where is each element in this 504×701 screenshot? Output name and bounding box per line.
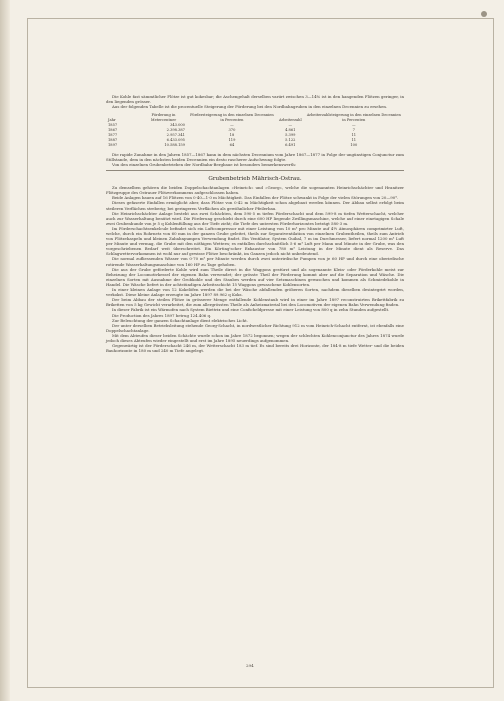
table-cell-workers: —	[288, 122, 293, 127]
table-header-row	[106, 113, 404, 123]
table-cell-production-increase: 370	[228, 127, 236, 132]
table-cell-production: 10.588.159	[164, 142, 185, 147]
book-spine-shadow	[0, 0, 10, 701]
table-cell-production: 2.398.387	[166, 127, 185, 132]
body-paragraph: In dieser Fabrik ist ein Wärmofen nach System Biettrix und eine Conficheldpresse mit einer Leistung von 800 q in zehn Stunden aufgestellt.	[112, 307, 390, 313]
table-cell-production: 6.433.095	[166, 137, 185, 142]
body-paragraph: Der beim Abbau der steilen Flötze in grösserer Menge entfallende Kohlenstaub wird in einer im Jahre 1897 reconstruirten Brikettfabrik zu Briketten von 5 kg Gewicht verarbeitet, die zum allergrössten Theile als Anheizmaterial bei den Locomotiven der eigenen Bahn Verwendung finden.	[106, 297, 404, 308]
corner-mark	[481, 11, 487, 17]
column-header-workers-increase: Arbeiterzahlsteigerung in den einzelnen Decennien in Percenten	[306, 113, 401, 122]
table-cell-workers: 5.122	[285, 137, 296, 142]
column-header-production-increase: Fördersteigerung in den einzelnen Decennien in Percenten	[190, 113, 274, 122]
table-cell-year: 1887	[108, 137, 118, 142]
table-cell-year: 1857	[108, 122, 118, 127]
table-cell-workers: 5.399	[285, 132, 296, 137]
table-cell-year: 1897	[108, 142, 118, 147]
table-cell-production-increase: —	[230, 122, 234, 127]
page-content	[106, 94, 404, 353]
column-header-year: Jahr	[108, 117, 116, 122]
table-cell-workers: 4.861	[285, 127, 296, 132]
table-cell-workers-increase: 11	[351, 137, 357, 142]
after-table-paragraph-1: Die rapide Zunahme in den Jahren 1857—1867 kann in dem nächsten Decennium vom Jahre 1867—1877 in Folge der ungünstigen Conjunctur zum Stillstande, dem in den nächsten beiden Decennien ein desto rascherer Aufschwung folgte.	[106, 151, 404, 162]
table-cell-workers: 6.491	[285, 142, 296, 147]
body-paragraph: Die Production des Jahres 1897 betrug 124.406 q.	[112, 312, 212, 318]
body-paragraph: Zu demselben gehören die beiden Doppelschachtanlagen »Heinrich« und »Georg«, welche die sogenannten Heinrichschächter und Hranitzer Flötzgruppe des Ostrauer Flötzverkommens aufgeschlossen haben.	[106, 185, 404, 196]
body-paragraph: Im Förderschachtsenkelcule befindet sich ein Luftcompressor mit einer Leistung von 10 m³ pro Minute auf 4½ Atmosphären comprimirter Luft, welche, durch ein Rohrnetz von 60 mm in der ganzen Grube geleitet, theils zur Separatventilation von einzelnen Grubentheilen, theils zum Antrieb von Flötzehaspeln und kleinen Zubahnpumpen Verwendung findet. Ein Ventilator, System Guibal, 7 m im Durchmesser, liefert normal 1200 m³ Luft per Minute und vermag, die Grube mit den nöthigen Wettern; es entfallen durchschnittlich 5·6 m³ Luft per Mann und Minute in der Grube, was den vorgeschriebenen Bedarf weit überschreitet. Ein Körting'scher Exhaustor von 780 m³ Leistung in der Minute dient als Reserve. Das Schlagwettervorkommen ist wohl nur auf gewisse Flötze beschränkt, im Ganzen jedoch nicht unbedeutend.	[106, 225, 404, 257]
page-number: 294	[246, 663, 254, 668]
intro-paragraph-1: Die Kohle fast sämmtlicher Flötze ist gut kokesbar; die Aschengehalt derselben variirt zwischen 3—14% ist in den hangenden Flötzen geringer, in den liegenden grösser.	[106, 94, 404, 105]
intro-paragraph-2: Aus der folgenden Tabelle ist die procentuelle Steigerung der Förderung bei den Nordbahngruben in den einzelnen Decennien zu ersehen.	[112, 104, 388, 110]
section-heading: Grubenbetrieb Mährisch-Ostrau.	[208, 176, 302, 183]
table-cell-workers-increase: 7	[352, 127, 355, 132]
body-paragraph: Die aus der Grube geförderte Kohle wird zum Theile direct in die Waggons gestürzt und als sogenannte Klein- oder Förderkohle meist zur Beheizung der Locomotivkessel der eigenen Bahn verwendet; der grösste Theil der Förderung kommt aber auf die Separation und Wäsche. Die einzelnen Sorten mit Ausnahme der Grobkohle und des Staubes werden auf vier Setzmaschinen gewaschen und kommen als Schmiedekohle in Handel. Die Wäsche liefert in der achtstündigen Arbeitsschicht 15 Waggons gewaschene Kohlensorten.	[106, 266, 404, 287]
table-cell-production: 343.000	[170, 122, 185, 127]
body-paragraph: Mit dem Abteufen dieser beiden Schächte wurde schon im Jahre 1872 begonnen; wegen der schlechten Kohlenconjunctur des Jahres 1874 wurde jedoch dieses Abteufen wieder eingestellt und erst im Jahre 1895 neuerdings aufgenommen.	[106, 332, 404, 343]
body-paragraph: Beide Anlagen bauen auf 16 Flötzen von 0·40—1·0 m Mächtigkeit. Das Einfallen der Flötze schwankt in Folge der vielen Störungen von 20—90°.	[112, 195, 399, 201]
table-cell-production: 2.957.341	[166, 132, 185, 137]
table-cell-production-increase: 64	[229, 142, 235, 147]
table-cell-workers-increase: —	[352, 122, 356, 127]
body-paragraph: Der unter derselben Betriebsleitung stehende Georg-Schacht, in nordwestlicher Richtung 912 m vom Heinrich-Schacht entfernt, ist ebenfalls eine Doppelschachtanlage.	[106, 322, 404, 333]
body-paragraph: In einer kleinen Anlage von 12 Kokelöfen werden die bei der Wäsche abfallenden gröberen Sorten, nachdem dieselben desintegrirt worden, verkokst. Diese kleine Anlage erzeugte im Jahre 1897 89.962 q Koks.	[106, 287, 404, 298]
after-table-paragraph-2: Von den einzelnen Grubenbetrieben der Nordbahn-Bergbaue ist besonders bemerkenswerth:	[112, 162, 297, 168]
production-table	[106, 113, 404, 148]
body-paragraph: Gegenwärtig ist der Förderschacht 246 m, der Wetterschacht 183 m tief. Es sind bereits drei Horizonte, der 184·8 m tiefe Wetter- und die beiden Bauhorizonte in 180 m und 240 m Tiefe angelegt.	[106, 343, 404, 354]
body-paragraph: Die Heinrichschächter Anlage besteht aus zwei Schächten, dem 590·5 m tiefen Förderschacht und dem 599·8 m tiefen Wetterschacht, welcher auch zur Wasserhaltung benützt wird. Die Förderung geschieht durch eine 600 HP liegende Zwillingsmaschine, welche auf einer einetagigen Schale zwei Grubenhunde von je 5 q Kohlenfüllung aus der Tiefe zieht; die Tiefe des untersten Förderhorizontes beträgt 580·3 m.	[106, 210, 404, 226]
table-cell-workers-increase: 100	[350, 142, 358, 147]
column-header-production: Förderung in Metercentner	[150, 113, 177, 122]
table-cell-production-increase: 119	[228, 137, 236, 142]
table-cell-workers-increase: 11	[351, 132, 357, 137]
table-row	[106, 143, 404, 148]
body-paragraph: Zur Beleuchtung der ganzen Schachtanlage dient elektrisches Licht.	[112, 317, 248, 323]
table-cell-production-increase: 18	[229, 132, 235, 137]
section-divider	[106, 170, 404, 171]
table-cell-year: 1867	[108, 127, 118, 132]
table-cell-year: 1877	[108, 132, 118, 137]
column-header-workers: Arbeiterzahl	[278, 117, 302, 122]
body-paragraph: Dieses gefaserte Einfallen ermöglicht aber, dass Flötze von 0·42 m Mächtigkeit schon abgebaut werden können. Der Abbau selbst erfolgt beim steileren Verflächen streberig; bei geringeren Verflächen als gewöhnlicher Pfeilerbau.	[106, 200, 404, 211]
body-paragraph: Die normal zufliessenden Wässer von 0·70 m³ per Minute werden durch zwei unterirdische Pumpen von je 60 HP und durch eine oberirdische rotirende Wasserhaltungsmaschine von 160 HP zu Tage gehoben.	[106, 256, 404, 267]
